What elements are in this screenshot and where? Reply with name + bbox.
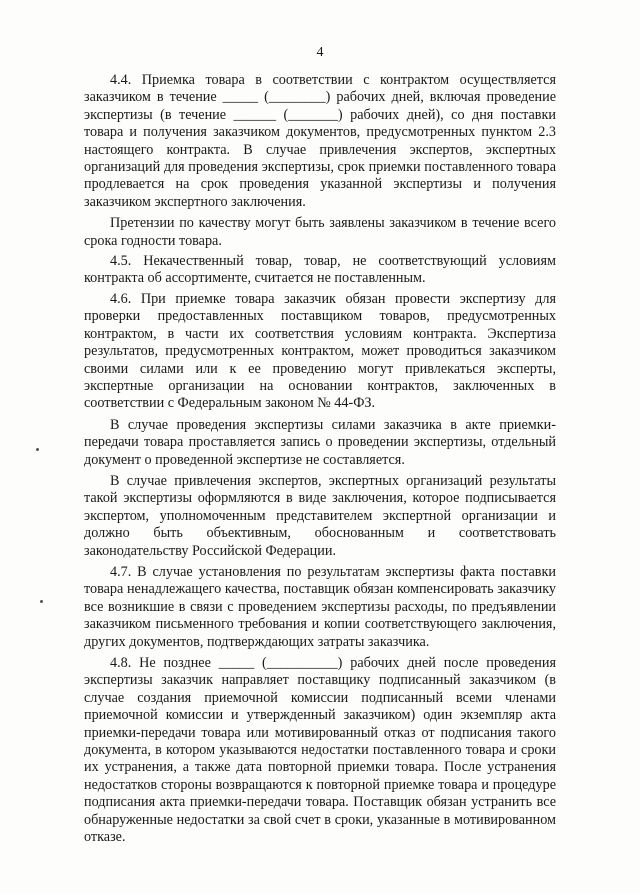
paragraph-4-4: 4.4. Приемка товара в соответствии с контрактом осуществляется заказчиком в течение _____ (________) рабочих дней, включая проведение экспертизы (в течение ______ (_______) рабочих дней), со дня поставки товара и получения заказчиком документов, предусмотренных пунктом 2.3 настоящего контракта. В случае привлечения экспертов, экспертных организаций для проведения экспертизы, срок приемки поставленного товара продлевается на срок проведения указанной экспертизы и получения заказчиком экспертного заключения. <box>84 72 556 210</box>
paragraph-4-5: 4.5. Некачественный товар, товар, не соответствующий условиям контракта об ассортименте, считается не поставленным. <box>84 253 556 287</box>
document-body <box>84 72 556 850</box>
paragraph-customer-expertise: В случае проведения экспертизы силами заказчика в акте приемки-передачи товара проставляется запись о проведении экспертизы, отдельный документ о проведенной экспертизе не составляется. <box>84 416 556 468</box>
page-number: 4 <box>316 45 324 60</box>
scan-speck <box>36 448 39 451</box>
scan-speck <box>40 600 43 603</box>
paragraph-4-6: 4.6. При приемке товара заказчик обязан провести экспертизу для проверки предоставленных поставщиком товаров, предусмотренных контрактом, в части их соответствия условиям контракта. Экспертиза результатов, предусмотренных контрактом, может проводиться заказчиком своими силами или к ее проведению могут привлекаться эксперты, экспертные организации на основании контрактов, заключенных в соответствии с Федеральным законом № 44-ФЗ. <box>84 290 556 412</box>
paragraph-4-7: 4.7. В случае установления по результатам экспертизы факта поставки товара ненадлежащего качества, поставщик обязан компенсировать заказчику все возникшие в связи с проведением экспертизы расходы, по предъявлении заказчиком письменного требования и копии соответствующего заключения, других документов, подтверждающих затраты заказчика. <box>84 563 556 650</box>
paragraph-expert-involvement: В случае привлечения экспертов, экспертных организаций результаты такой экспертизы оформляются в виде заключения, которое подписывается экспертом, уполномоченным представителем экспертной организации и должно быть объективным, обоснованным и соответствовать законодательству Российской Федерации. <box>84 472 556 559</box>
paragraph-4-8: 4.8. Не позднее _____ (__________) рабочих дней после проведения экспертизы заказчик направляет поставщику подписанный заказчиком (в случае создания приемочной комиссии подписанный всеми членами приемочной комиссии и утвержденный заказчиком) один экземпляр акта приемки-передачи товара или мотивированный отказ от подписания такого документа, в котором указываются недостатки поставленного товара и сроки их устранения, а также дата повторной приемки товара. После устранения недостатков стороны возвращаются к повторной приемке товара и процедуре подписания акта приемки-передачи товара. Поставщик обязан устранить все обнаруженные недостатки за свой счет в сроки, указанные в мотивированном отказе. <box>84 655 556 846</box>
paragraph-claims: Претензии по качеству могут быть заявлены заказчиком в течение всего срока годности товара. <box>84 215 556 249</box>
